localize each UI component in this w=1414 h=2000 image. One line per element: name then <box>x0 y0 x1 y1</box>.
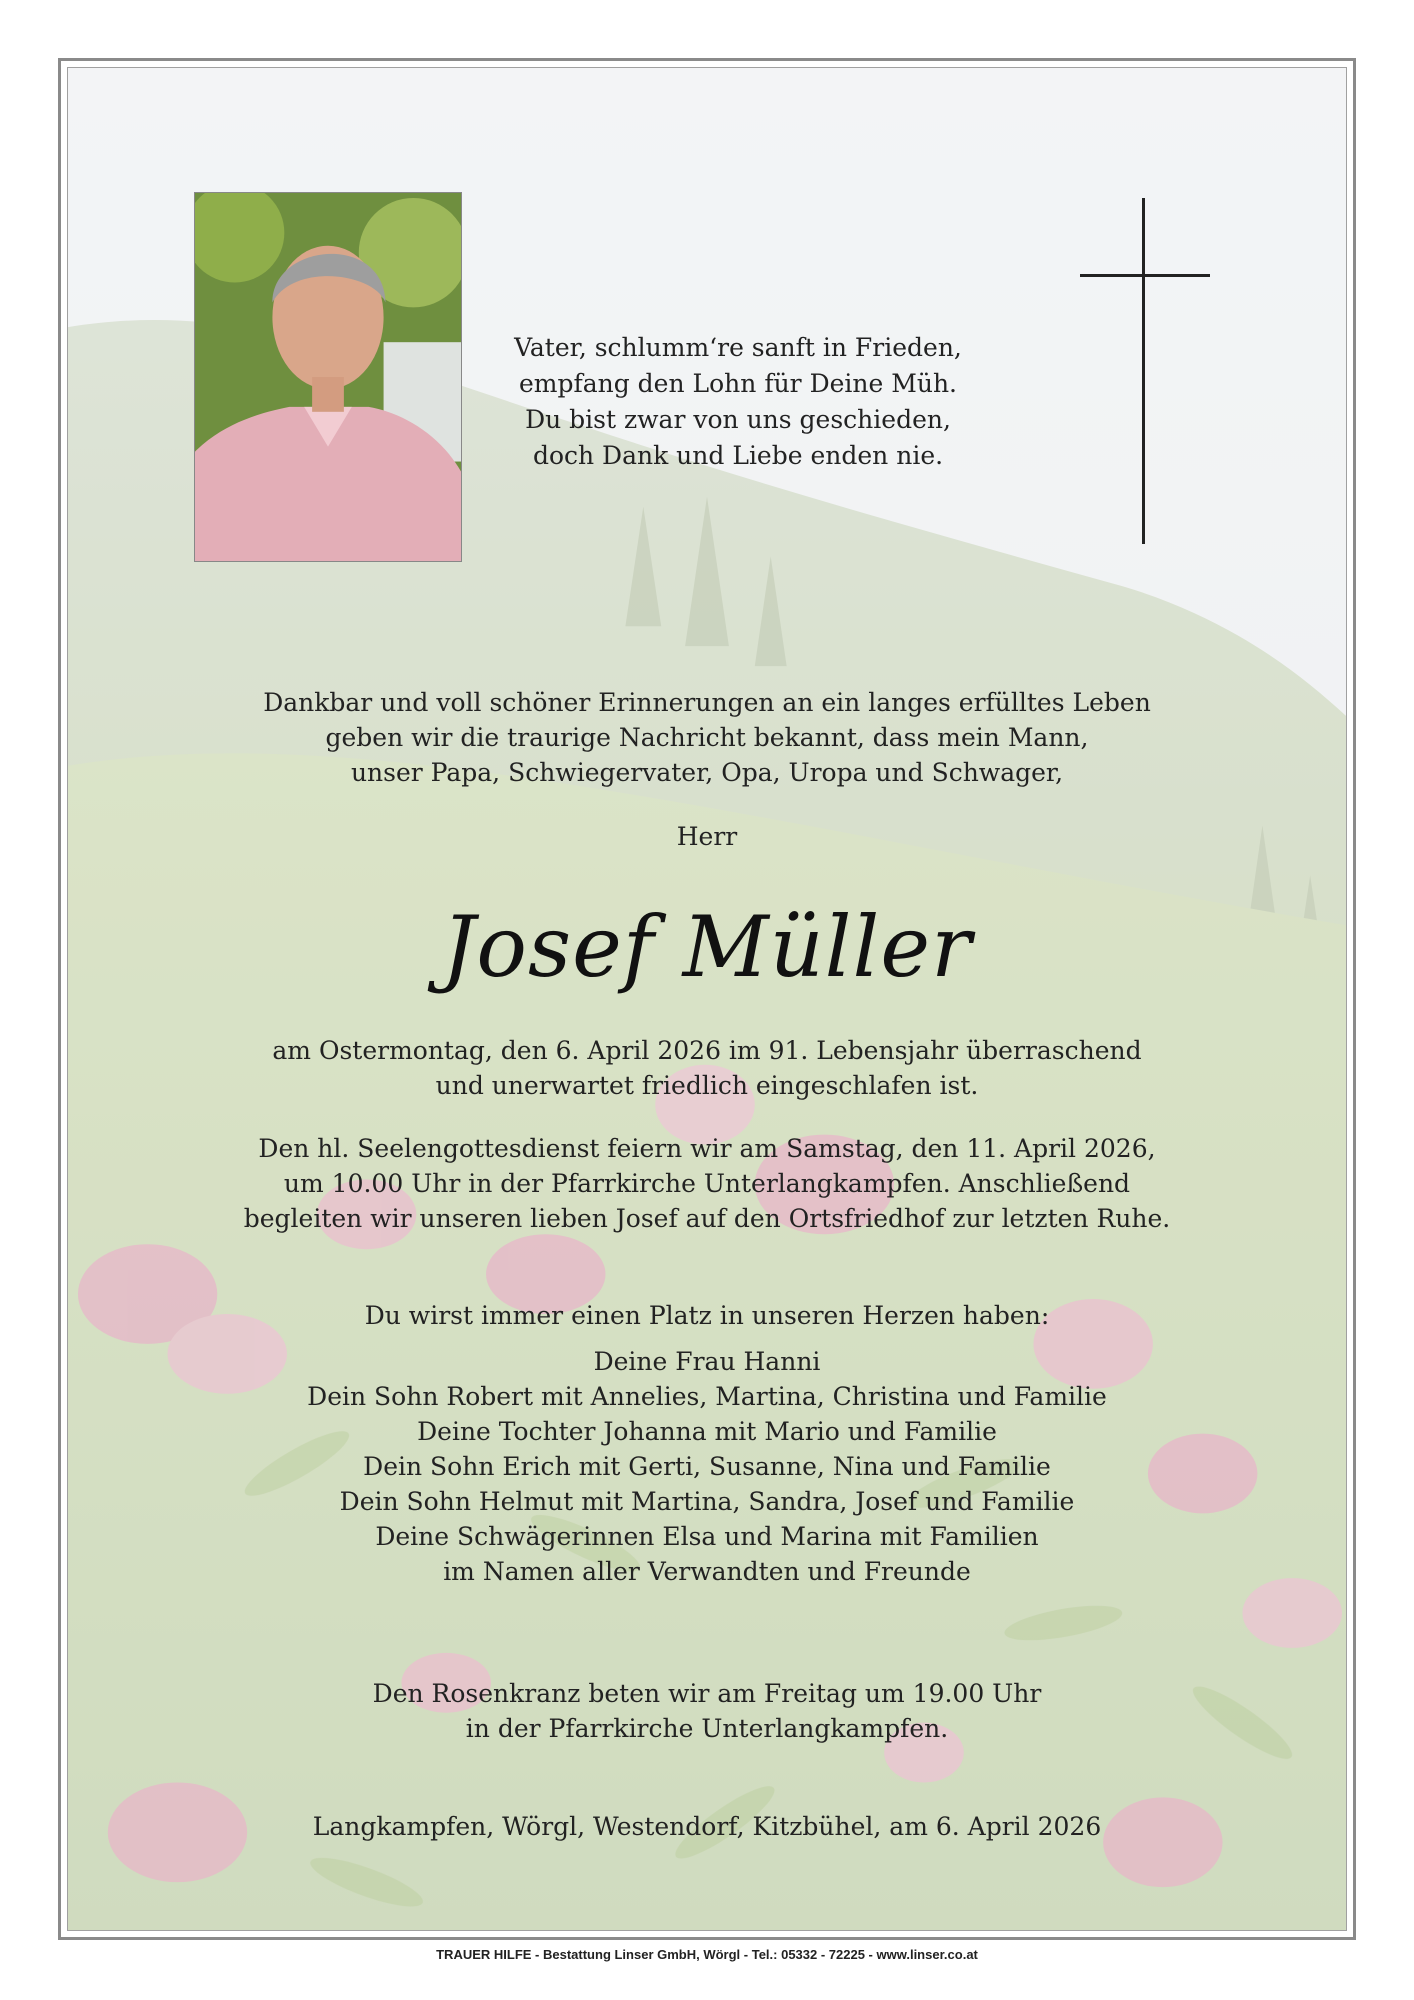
mourner-line: Dein Sohn Helmut mit Martina, Sandra, Josef und Familie <box>339 1487 1075 1516</box>
place-date: Langkampfen, Wörgl, Westendorf, Kitzbühel, am 6. April 2026 <box>312 1812 1102 1841</box>
deceased-name: Josef Müller <box>441 898 973 996</box>
funeral-details <box>68 1131 1346 1236</box>
mourner-line: Deine Schwägerinnen Elsa und Marina mit Familien <box>375 1522 1039 1551</box>
memorial-verse <box>488 330 988 474</box>
death-notice-line: am Ostermontag, den 6. April 2026 im 91. Lebensjahr überraschend <box>272 1036 1142 1065</box>
portrait-photo <box>194 192 462 562</box>
intro-line: geben wir die traurige Nachricht bekannt, dass mein Mann, <box>325 723 1089 752</box>
rosary-line: Den Rosenkranz beten wir am Freitag um 19.00 Uhr <box>372 1679 1042 1708</box>
rosary-line: in der Pfarrkirche Unterlangkampfen. <box>465 1714 949 1743</box>
death-notice-line: und unerwartet friedlich eingeschlafen ist. <box>435 1071 979 1100</box>
mourners-list <box>68 1344 1346 1589</box>
notice-frame <box>58 58 1356 1940</box>
mourner-line: Deine Tochter Johanna mit Mario und Familie <box>417 1417 997 1446</box>
funeral-line: Den hl. Seelengottesdienst feiern wir am Samstag, den 11. April 2026, <box>258 1134 1156 1163</box>
funeral-home-footer: TRAUER HILFE - Bestattung Linser GmbH, Wörgl - Tel.: 05332 - 72225 - www.linser.co.at <box>436 1947 978 1962</box>
verse-line: Vater, schlumm‘re sanft in Frieden, <box>514 333 962 362</box>
mourner-line: Deine Frau Hanni <box>593 1347 821 1376</box>
mourner-line: Dein Sohn Robert mit Annelies, Martina, Christina und Familie <box>307 1382 1107 1411</box>
verse-line: Du bist zwar von uns geschieden, <box>525 405 951 434</box>
funeral-line: um 10.00 Uhr in der Pfarrkirche Unterlangkampfen. Anschließend <box>283 1169 1131 1198</box>
mourner-line: im Namen aller Verwandten und Freunde <box>443 1557 971 1586</box>
notice-inner-frame <box>67 67 1347 1931</box>
salutation: Herr <box>676 822 738 851</box>
funeral-line: begleiten wir unseren lieben Josef auf den Ortsfriedhof zur letzten Ruhe. <box>243 1204 1171 1233</box>
mourners-intro: Du wirst immer einen Platz in unseren Herzen haben: <box>364 1301 1050 1330</box>
cross-symbol <box>1080 198 1210 544</box>
mourner-line: Dein Sohn Erich mit Gerti, Susanne, Nina und Familie <box>363 1452 1051 1481</box>
intro-line: Dankbar und voll schöner Erinnerungen an ein langes erfülltes Leben <box>263 688 1151 717</box>
verse-line: doch Dank und Liebe enden nie. <box>532 441 944 470</box>
intro-line: unser Papa, Schwiegervater, Opa, Uropa und Schwager, <box>350 758 1064 787</box>
verse-line: empfang den Lohn für Deine Müh. <box>518 369 958 398</box>
rosary-notice <box>68 1676 1346 1746</box>
intro-text <box>68 685 1346 790</box>
death-notice <box>68 1033 1346 1103</box>
